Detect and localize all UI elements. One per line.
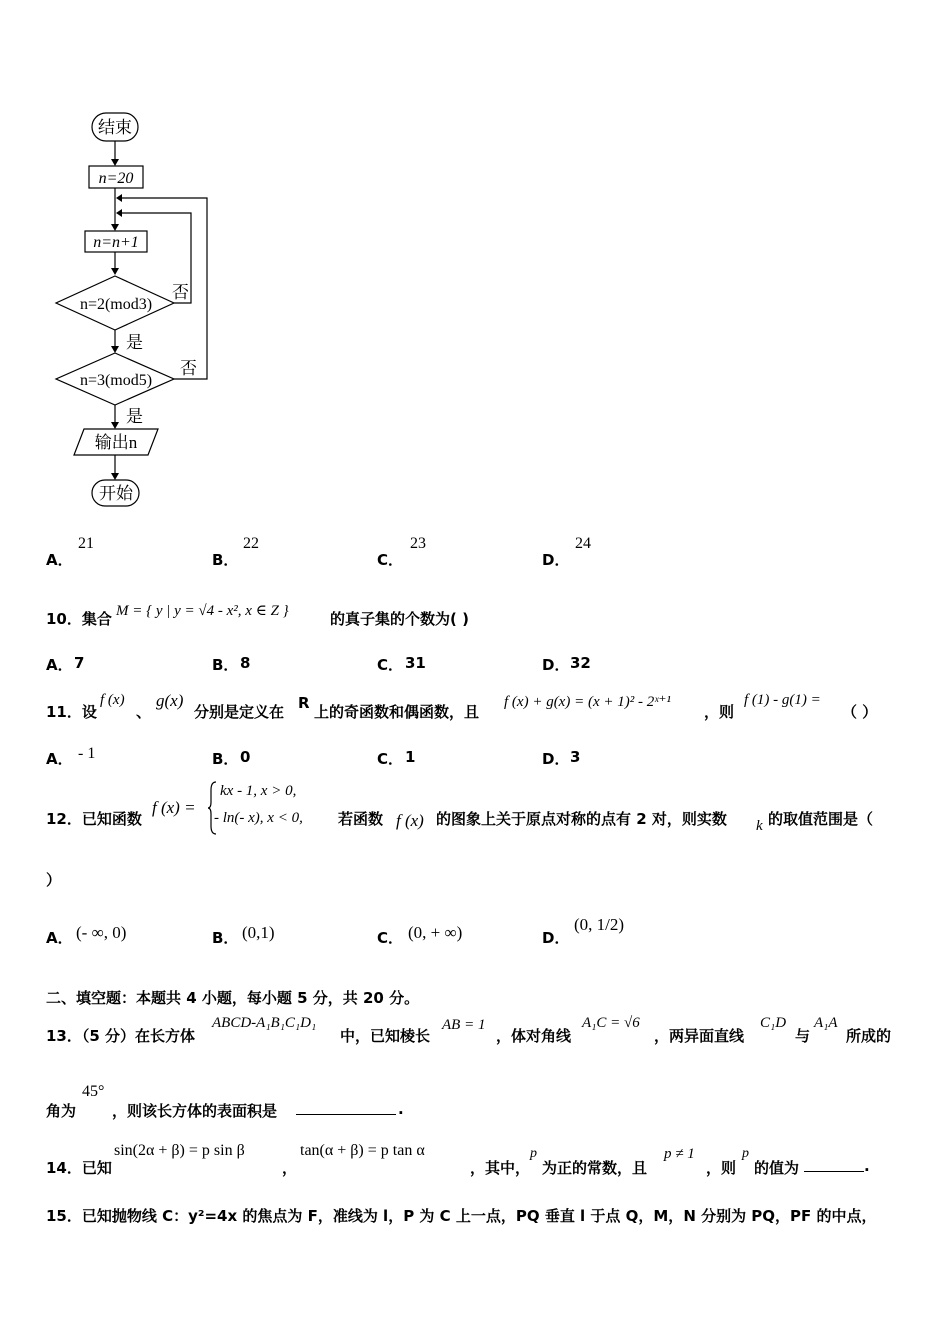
- q13-text-3: ，两异面直线: [654, 1027, 745, 1045]
- q13-line-2: A₁A: [814, 1015, 838, 1031]
- q11-text-2: 上的奇函数和偶函数，且: [314, 703, 480, 721]
- q9-option-b-value: 22: [243, 535, 259, 552]
- q15-text: 15．已知抛物线 C：y²=4x 的焦点为 F，准线为 l，P 为 C 上一点，PQ 垂直 l 于点 Q，M，N 分别为 PQ，PF 的中点，: [46, 1207, 877, 1225]
- q12-option-a-label: A．: [46, 929, 73, 947]
- q14-p-1: p: [530, 1146, 537, 1161]
- q14-text-4: 的值为: [754, 1159, 800, 1177]
- q13-angle: 45°: [82, 1083, 105, 1100]
- q12-case-1: kx - 1, x > 0,: [220, 783, 297, 799]
- q14-answer-blank[interactable]: [804, 1157, 864, 1172]
- q12-close-paren: ）: [46, 871, 62, 889]
- q12-number: 12．已知函数: [46, 810, 142, 828]
- flow-output-label: 输出n: [94, 433, 138, 452]
- flow-yes2-label: 是: [126, 407, 143, 426]
- q11-text-3: ，则: [704, 703, 735, 721]
- q10-option-a-label: A．: [46, 656, 73, 674]
- q10-option-b-label: B．: [212, 656, 239, 674]
- q13-text-4: 与: [795, 1027, 811, 1045]
- flow-no2-label: 否: [180, 359, 197, 378]
- q12-brace: [208, 780, 218, 836]
- q10-option-c-label: C．: [377, 656, 404, 674]
- q11-option-d-value: 3: [570, 748, 581, 766]
- q11-equation: f (x) + g(x) = (x + 1)² - 2ˣ⁺¹: [504, 694, 671, 710]
- q13-ab: AB = 1: [442, 1017, 486, 1033]
- q11-sep: 、: [136, 703, 152, 721]
- q11-f: f (x): [100, 692, 125, 708]
- q14-comma: ，: [282, 1159, 298, 1177]
- q12-option-b-label: B．: [212, 929, 239, 947]
- q11-paren: （ ）: [842, 703, 878, 721]
- q9-option-d-value: 24: [575, 535, 591, 552]
- q12-option-d-label: D．: [542, 929, 570, 947]
- q12-fx2: f (x): [396, 811, 424, 830]
- q14-neq: p ≠ 1: [664, 1146, 695, 1162]
- q13-solid: ABCD-A₁B₁C₁D₁: [212, 1015, 317, 1031]
- q13-text-1: 中，已知棱长: [340, 1027, 431, 1045]
- q12-option-b-value: (0,1): [242, 923, 275, 942]
- q14-text-3: ，则: [706, 1159, 737, 1177]
- q13-text-7: ，则该长方体的表面积是: [112, 1102, 278, 1120]
- q12-text-2: 的图象上关于原点对称的点有 2 对，则实数: [436, 810, 727, 828]
- q13-line-1: C₁D: [760, 1015, 787, 1031]
- q10-number: 10．集合: [46, 610, 112, 628]
- q12-option-d-value: (0, 1/2): [574, 915, 625, 934]
- flow-init-label: n=20: [98, 170, 134, 187]
- q13-number: 13．（5 分）在长方体: [46, 1027, 196, 1045]
- q10-option-d-value: 32: [570, 654, 591, 672]
- q11-option-c-label: C．: [377, 750, 404, 768]
- flow-yes1-label: 是: [126, 333, 143, 352]
- q9-option-a-value: 21: [78, 535, 94, 552]
- q13-text-6: 角为: [46, 1102, 77, 1120]
- q10-option-a-value: 7: [74, 654, 85, 672]
- q13-text-2: ，体对角线: [496, 1027, 572, 1045]
- q11-R: R: [298, 694, 310, 712]
- q12-option-c-label: C．: [377, 929, 404, 947]
- q14-end: .: [864, 1157, 870, 1175]
- flow-no1-label: 否: [172, 283, 189, 302]
- q11-text-1: 分别是定义在: [194, 703, 285, 721]
- q14-p-2: p: [742, 1146, 749, 1161]
- q11-option-c-value: 1: [405, 748, 416, 766]
- q10-option-c-value: 31: [405, 654, 426, 672]
- q11-ask: f (1) - g(1) =: [744, 692, 821, 708]
- flowchart: [50, 105, 230, 515]
- q13-end: .: [398, 1100, 404, 1118]
- section-2-heading: 二、填空题：本题共 4 小题，每小题 5 分，共 20 分。: [46, 989, 420, 1007]
- q12-option-a-value: (- ∞, 0): [76, 923, 127, 942]
- q13-answer-blank[interactable]: [296, 1100, 396, 1115]
- q14-text-1: ，其中，: [470, 1159, 531, 1177]
- q11-g: g(x): [156, 691, 184, 710]
- q13-text-5: 所成的: [846, 1027, 892, 1045]
- q11-option-b-label: B．: [212, 750, 239, 768]
- flow-start-label: 开始: [99, 484, 133, 503]
- q14-eq-1: sin(2α + β) = p sin β: [114, 1142, 245, 1159]
- q9-option-c-label: C．: [377, 551, 404, 569]
- q11-number: 11．设: [46, 703, 97, 721]
- flow-cond2-label: n=3(mod5): [79, 372, 153, 389]
- q9-option-a-label: A．: [46, 551, 73, 569]
- q14-eq-2: tan(α + β) = p tan α: [300, 1142, 425, 1159]
- q11-option-a-value: - 1: [78, 745, 96, 762]
- q14-number: 14．已知: [46, 1159, 112, 1177]
- q12-option-c-value: (0, + ∞): [408, 923, 463, 942]
- q12-case-2: - ln(- x), x < 0,: [214, 810, 303, 826]
- q12-fx: f (x) =: [152, 798, 196, 817]
- q9-option-b-label: B．: [212, 551, 239, 569]
- flow-incr-label: n=n+1: [93, 234, 139, 251]
- q11-option-b-value: 0: [240, 748, 251, 766]
- flow-cond1-label: n=2(mod3): [79, 296, 153, 313]
- q11-option-a-label: A．: [46, 750, 73, 768]
- q9-option-c-value: 23: [410, 535, 426, 552]
- q9-option-d-label: D．: [542, 551, 570, 569]
- flow-end-label: 结束: [98, 118, 132, 137]
- q12-text-3: 的取值范围是（: [768, 810, 874, 828]
- q12-text-1: 若函数: [338, 810, 384, 828]
- q12-k: k: [756, 818, 763, 834]
- q13-diag: A₁C = √6: [582, 1015, 640, 1031]
- q10-set-expression: M = { y | y = √4 - x², x ∈ Z }: [116, 603, 289, 619]
- q14-text-2: 为正的常数，且: [542, 1159, 648, 1177]
- q11-option-d-label: D．: [542, 750, 570, 768]
- q10-text: 的真子集的个数为( ): [330, 610, 469, 628]
- q10-option-b-value: 8: [240, 654, 251, 672]
- q10-option-d-label: D．: [542, 656, 570, 674]
